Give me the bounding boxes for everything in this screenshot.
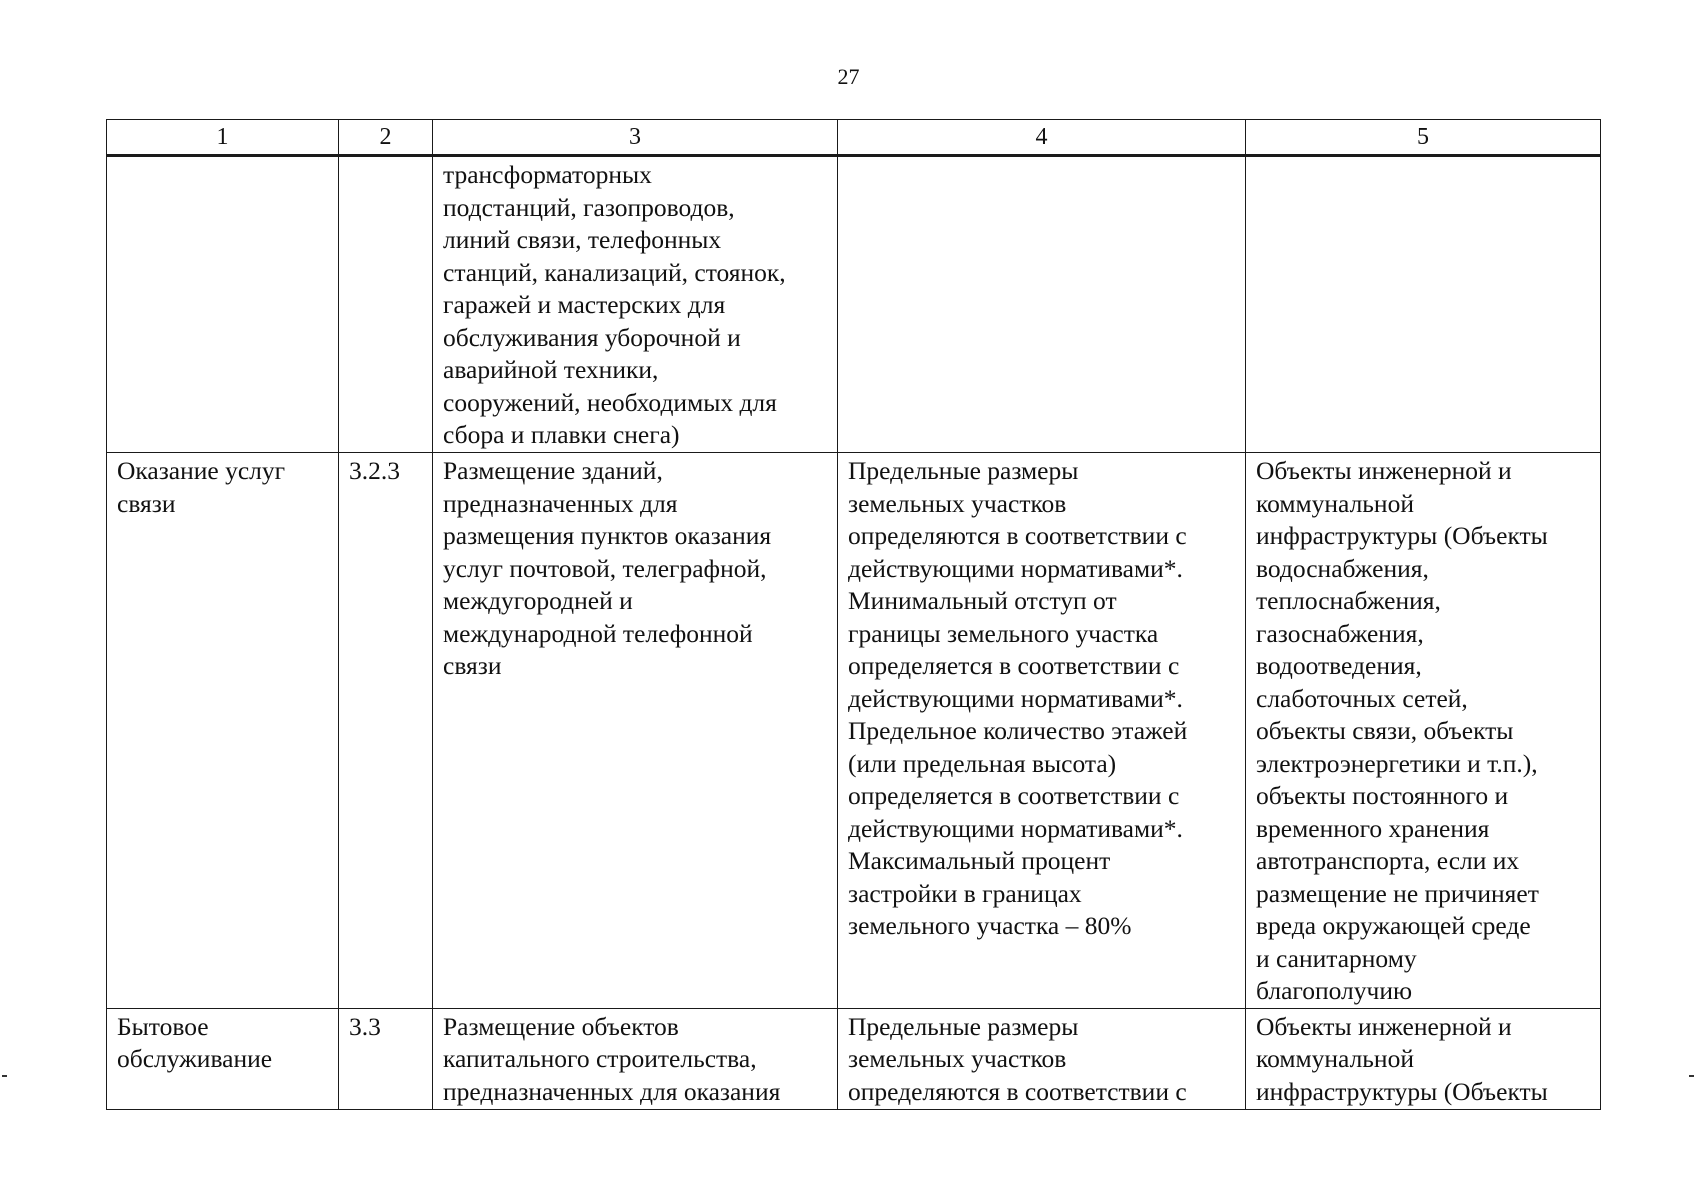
- description-cell: Размещение зданий, предназначенных для размещения пунктов оказания услуг почтовой, телеграфной, междугородней и международной телефонной связи: [433, 453, 838, 1009]
- parameters-cell: Предельные размеры земельных участков определяются в соответствии с действующими нормативами*. Минимальный отступ от границы земельного участка определяется в соответствии с действующими нормативами*. Предельное количество этажей (или предельная высота) определяется в соответствии с действующими нормативами*. Максимальный процент застройки в границах земельного участка – 80%: [838, 453, 1246, 1009]
- code-cell: 3.3: [339, 1008, 433, 1109]
- table-header-row: [107, 120, 1601, 156]
- use-type-cell: Бытовое обслуживание: [107, 1008, 339, 1109]
- column-header: 5: [1246, 120, 1601, 156]
- auxiliary-objects-cell: Объекты инженерной и коммунальной инфраструктуры (Объекты водоснабжения, теплоснабжения, газоснабжения, водоотведения, слаботочных сетей, объекты связи, объекты электроэнергетики и т.п.), объекты постоянного и временного хранения автотранспорта, если их размещение не причиняет вреда окружающей среде и санитарному благополучию: [1246, 453, 1601, 1009]
- table-row: [107, 1008, 1601, 1109]
- parameters-cell: Предельные размеры земельных участков определяются в соответствии с: [838, 1008, 1246, 1109]
- scan-edge-mark: [1689, 1075, 1694, 1077]
- description-cell: Размещение объектов капитального строительства, предназначенных для оказания: [433, 1008, 838, 1109]
- use-type-cell: Оказание услуг связи: [107, 453, 339, 1009]
- table-row: [107, 453, 1601, 1009]
- table-row: [107, 156, 1601, 453]
- scan-edge-mark: [2, 1075, 7, 1077]
- page-number: 27: [837, 64, 860, 89]
- code-cell: [339, 156, 433, 453]
- column-header: 4: [838, 120, 1246, 156]
- code-cell: 3.2.3: [339, 453, 433, 1009]
- column-header: 3: [433, 120, 838, 156]
- column-header: 2: [339, 120, 433, 156]
- auxiliary-objects-cell: [1246, 156, 1601, 453]
- use-type-cell: [107, 156, 339, 453]
- column-header: 1: [107, 120, 339, 156]
- description-cell: трансформаторных подстанций, газопроводов, линий связи, телефонных станций, канализаций, стоянок, гаражей и мастерских для обслуживания уборочной и аварийной техники, сооружений, необходимых для сбора и плавки снега): [433, 156, 838, 453]
- zoning-table: [106, 119, 1601, 1110]
- auxiliary-objects-cell: Объекты инженерной и коммунальной инфраструктуры (Объекты: [1246, 1008, 1601, 1109]
- parameters-cell: [838, 156, 1246, 453]
